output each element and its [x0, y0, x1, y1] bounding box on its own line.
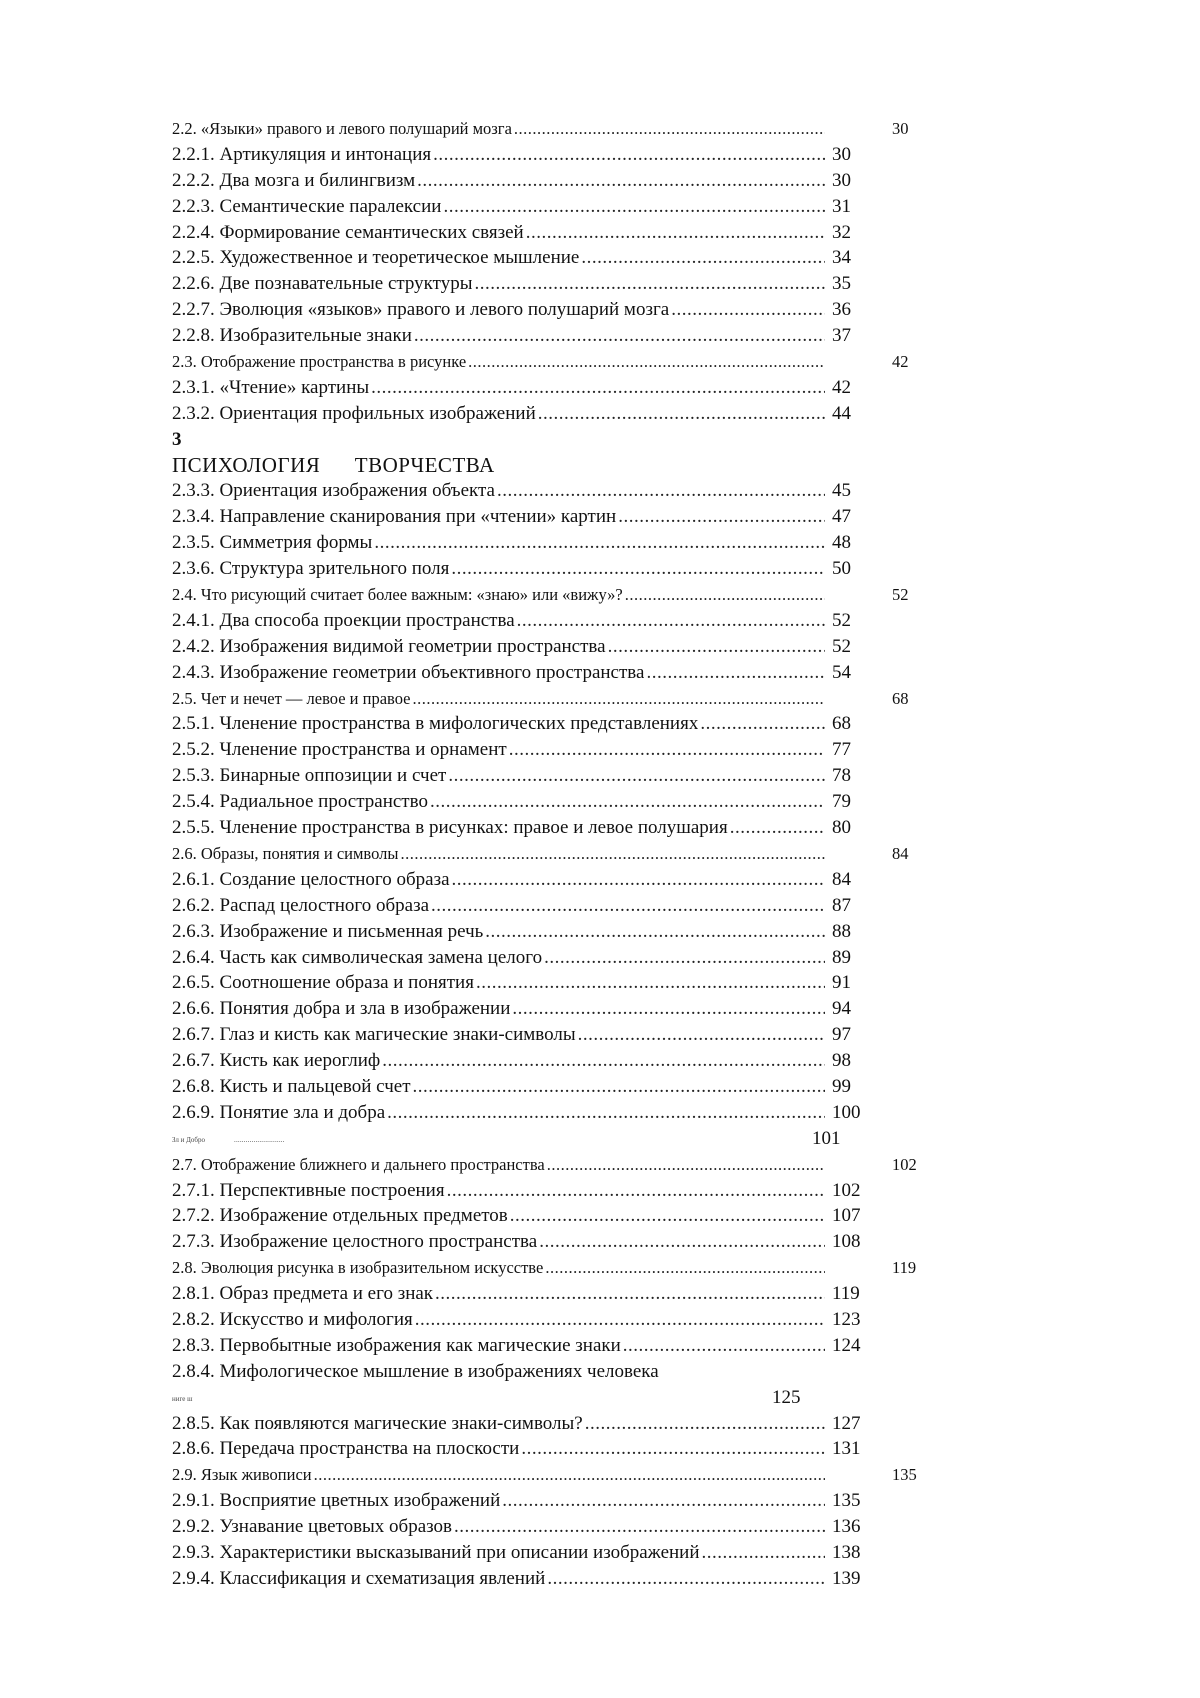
- toc-entry: [172, 867, 932, 893]
- toc-entry: [172, 945, 932, 971]
- toc-entry-page: 119: [892, 1255, 916, 1281]
- toc-entry-page: 30: [892, 116, 909, 142]
- toc-entry: [172, 1566, 932, 1592]
- dot-leader: [545, 1255, 825, 1281]
- toc-entry-title: 2.7.1. Перспективные построения: [172, 1178, 445, 1204]
- toc-entry-title: 2.6. Образы, понятия и символы: [172, 841, 398, 867]
- toc-entry-page: 98: [832, 1048, 851, 1074]
- toc-entry: [172, 1281, 932, 1307]
- toc-entry-page: 78: [832, 763, 851, 789]
- toc-entry: [172, 996, 932, 1022]
- toc-entry: [172, 686, 932, 712]
- toc-entry-title: 2.5.4. Радиальное пространство: [172, 789, 428, 815]
- toc-entry: [172, 323, 932, 349]
- toc-entry-page: 136: [832, 1514, 861, 1540]
- dot-leader: [517, 608, 825, 634]
- toc-entry-title: 2.2.7. Эволюция «языков» правого и левого полушарий мозга: [172, 297, 669, 323]
- toc-entry: [172, 1307, 932, 1333]
- dot-leader: [702, 1540, 825, 1566]
- toc-entry-title: 2.6.1. Создание целостного образа: [172, 867, 450, 893]
- toc-entry: [172, 1229, 932, 1255]
- toc-entry-page: 48: [832, 530, 851, 556]
- toc-entry: [172, 401, 932, 427]
- toc-entry-title: 2.9.3. Характеристики высказываний при описании изображений: [172, 1540, 700, 1566]
- toc-entry-title: 2.9.4. Классификация и схематизация явлений: [172, 1566, 545, 1592]
- toc-entry: [172, 1074, 932, 1100]
- toc-entry-page: 84: [892, 841, 909, 867]
- toc-entry: [172, 349, 932, 375]
- toc-entry-title: 2.8.1. Образ предмета и его знак: [172, 1281, 433, 1307]
- toc-entry-page: 89: [832, 945, 851, 971]
- toc-entry: [172, 1126, 932, 1152]
- toc-entry: [172, 1203, 932, 1229]
- toc-entry-title: 2.6.5. Соотношение образа и понятия: [172, 970, 474, 996]
- scan-fragment: Зл и Добро: [172, 1136, 205, 1144]
- toc-entry-title: 2.6.8. Кисть и пальцевой счет: [172, 1074, 411, 1100]
- toc-entry-title: 2.8.2. Искусство и мифология: [172, 1307, 413, 1333]
- dot-leader: [468, 349, 825, 375]
- toc-entry-page: 42: [832, 375, 851, 401]
- toc-entry-page: 108: [832, 1229, 861, 1255]
- toc-entry-title: 2.6.7. Кисть как иероглиф: [172, 1048, 380, 1074]
- toc-entry: [172, 453, 932, 479]
- toc-entry-page: 87: [832, 893, 851, 919]
- toc-entry-page: 30: [832, 142, 851, 168]
- toc-entry-title: 2.2.8. Изобразительные знаки: [172, 323, 412, 349]
- dot-leader: [578, 1022, 825, 1048]
- toc-entry-page: 37: [832, 323, 851, 349]
- toc-entry-page: 101: [812, 1126, 841, 1152]
- toc-entry: [172, 427, 932, 453]
- toc-entry: [172, 271, 932, 297]
- toc-entry-page: 52: [832, 608, 851, 634]
- toc-entry-title: 2.6.4. Часть как символическая замена целого: [172, 945, 542, 971]
- dot-leader: [452, 867, 825, 893]
- toc-entry-title: 2.3.5. Симметрия формы: [172, 530, 372, 556]
- toc-entry-title: 2.8.6. Передача пространства на плоскости: [172, 1436, 519, 1462]
- toc-entry: [172, 1462, 932, 1488]
- toc-entry-page: 84: [832, 867, 851, 893]
- toc-entry-title: 2.8.5. Как появляются магические знаки-символы?: [172, 1411, 583, 1437]
- scan-fragment: ниге ш: [172, 1395, 193, 1403]
- toc-entry-page: 138: [832, 1540, 861, 1566]
- toc-entry-title: 2.2.1. Артикуляция и интонация: [172, 142, 431, 168]
- dot-leader: [502, 1488, 825, 1514]
- toc-entry-page: 34: [832, 245, 851, 271]
- toc-entry-page: 54: [832, 660, 851, 686]
- toc-entry-page: 42: [892, 349, 909, 375]
- dot-leader: [538, 401, 825, 427]
- toc-entry: [172, 1048, 932, 1074]
- dot-leader: [400, 841, 825, 867]
- toc-entry-title: 2.8. Эволюция рисунка в изобразительном искусстве: [172, 1255, 543, 1281]
- dot-leader: [374, 530, 825, 556]
- toc-entry-page: 91: [832, 970, 851, 996]
- toc-entry: [172, 634, 932, 660]
- toc-entry-title: 2.5.3. Бинарные оппозиции и счет: [172, 763, 446, 789]
- toc-entry-title: 2.6.9. Понятие зла и добра: [172, 1100, 385, 1126]
- toc-entry-title: 2.4. Что рисующий считает более важным: «знаю» или «вижу»?: [172, 582, 623, 608]
- toc-entry-title: 2.7. Отображение ближнего и дальнего пространства: [172, 1152, 545, 1178]
- toc-entry-page: 125: [772, 1385, 801, 1411]
- dot-leader: [314, 1462, 825, 1488]
- toc-entry: [172, 1022, 932, 1048]
- dot-leader: [417, 168, 825, 194]
- dot-leader: [509, 737, 825, 763]
- toc-entry: [172, 504, 932, 530]
- toc-entry: [172, 1333, 932, 1359]
- toc-entry-page: 94: [832, 996, 851, 1022]
- dot-leader: [671, 297, 825, 323]
- toc-entry-page: 135: [892, 1462, 917, 1488]
- toc-entry-page: 35: [832, 271, 851, 297]
- toc-entry: [172, 1540, 932, 1566]
- toc-entry: [172, 789, 932, 815]
- toc-entry-title: 2.4.1. Два способа проекции пространства: [172, 608, 515, 634]
- toc-entry-title: 2.4.2. Изображения видимой геометрии пространства: [172, 634, 606, 660]
- toc-entry: [172, 530, 932, 556]
- toc-entry-page: 50: [832, 556, 851, 582]
- toc-entry-page: 47: [832, 504, 851, 530]
- toc-entry-title: 2.2.2. Два мозга и билингвизм: [172, 168, 415, 194]
- toc-entry: [172, 1411, 932, 1437]
- dot-leader: [547, 1566, 825, 1592]
- toc-entry-page: 124: [832, 1333, 861, 1359]
- dot-leader: [730, 815, 825, 841]
- toc-entry-page: 68: [892, 686, 909, 712]
- toc-entry-title: 2.8.3. Первобытные изображения как магические знаки: [172, 1333, 621, 1359]
- chapter-number: 3: [172, 429, 182, 450]
- dot-leader: [433, 142, 825, 168]
- toc-entry: [172, 297, 932, 323]
- toc-entry: [172, 1385, 932, 1411]
- toc-entry-page: 99: [832, 1074, 851, 1100]
- toc-entry-page: 131: [832, 1436, 861, 1462]
- dot-leader: [435, 1281, 825, 1307]
- toc-entry-title: 2.2.5. Художественное и теоретическое мышление: [172, 245, 579, 271]
- toc-entry-page: 135: [832, 1488, 861, 1514]
- toc-entry-title: 2.8.4. Мифологическое мышление в изображениях человека: [172, 1361, 659, 1382]
- toc-entry-page: 80: [832, 815, 851, 841]
- dot-leader: [382, 1048, 825, 1074]
- toc-entry-page: 127: [832, 1411, 861, 1437]
- toc-entry: [172, 220, 932, 246]
- dot-leader: [625, 582, 825, 608]
- toc-entry-title: 2.2.6. Две познавательные структуры: [172, 271, 472, 297]
- toc-entry-page: 79: [832, 789, 851, 815]
- toc-entry-title: 2.7.2. Изображение отдельных предметов: [172, 1203, 508, 1229]
- toc-entry: [172, 815, 932, 841]
- dot-leader: [512, 996, 825, 1022]
- dot-leader: [608, 634, 825, 660]
- toc-entry: [172, 919, 932, 945]
- dot-leader: [585, 1411, 825, 1437]
- dot-leader: [431, 893, 825, 919]
- toc-entry: [172, 841, 932, 867]
- toc-entry-page: 68: [832, 711, 851, 737]
- toc-entry-page: 88: [832, 919, 851, 945]
- toc-entry-page: 31: [832, 194, 851, 220]
- dot-leader: [544, 945, 825, 971]
- toc-entry: [172, 478, 932, 504]
- toc-entry-title: 2.3.4. Направление сканирования при «чтении» картин: [172, 504, 616, 530]
- dot-leader: [443, 194, 825, 220]
- dot-leader: [413, 1074, 825, 1100]
- toc-entry-title: 2.5.2. Членение пространства и орнамент: [172, 737, 507, 763]
- running-header: ПСИХОЛОГИЯ ТВОРЧЕСТВА: [172, 453, 495, 477]
- toc-entry-page: 44: [832, 401, 851, 427]
- dot-leader: [497, 478, 825, 504]
- dot-leader: [474, 271, 825, 297]
- toc-entry: [172, 1255, 932, 1281]
- toc-entry-title: 2.2. «Языки» правого и левого полушарий мозга: [172, 116, 512, 142]
- dot-leader: [700, 711, 825, 737]
- toc-entry-title: 2.5. Чет и нечет — левое и правое: [172, 686, 411, 712]
- toc-entry-page: 97: [832, 1022, 851, 1048]
- toc-entry: [172, 893, 932, 919]
- toc-entry-title: 2.9.2. Узнавание цветовых образов: [172, 1514, 452, 1540]
- toc-entry-title: 2.2.3. Семантические паралексии: [172, 194, 441, 220]
- dot-leader: [547, 1152, 825, 1178]
- dot-leader: [514, 116, 825, 142]
- toc-entry-title: 2.3.3. Ориентация изображения объекта: [172, 478, 495, 504]
- toc-entry-title: 2.3. Отображение пространства в рисунке: [172, 349, 466, 375]
- toc-entry-page: 77: [832, 737, 851, 763]
- toc-entry-page: 52: [832, 634, 851, 660]
- toc-entry-page: 119: [832, 1281, 860, 1307]
- dot-leader: [510, 1203, 825, 1229]
- toc-entry: [172, 375, 932, 401]
- toc-entry-title: 2.6.7. Глаз и кисть как магические знаки-символы: [172, 1022, 576, 1048]
- toc-entry-title: 2.5.1. Членение пространства в мифологических представлениях: [172, 711, 698, 737]
- toc-entry-page: 100: [832, 1100, 861, 1126]
- toc-entry-page: 30: [832, 168, 851, 194]
- toc-entry-page: 102: [832, 1178, 861, 1204]
- dot-leader: [521, 1436, 825, 1462]
- dot-leader: [371, 375, 825, 401]
- toc-entry: [172, 660, 932, 686]
- scan-fragment-dots: ..........................: [234, 1136, 285, 1144]
- toc-entry-page: 107: [832, 1203, 861, 1229]
- toc-entry: [172, 168, 932, 194]
- toc-entry: [172, 1488, 932, 1514]
- toc-entry: [172, 116, 932, 142]
- dot-leader: [581, 245, 825, 271]
- toc-entry: [172, 1178, 932, 1204]
- dot-leader: [526, 220, 825, 246]
- dot-leader: [415, 1307, 825, 1333]
- toc-entry-title: 2.3.1. «Чтение» картины: [172, 375, 369, 401]
- toc-entry: [172, 737, 932, 763]
- toc-entry: [172, 582, 932, 608]
- toc-entry: [172, 1514, 932, 1540]
- dot-leader: [485, 919, 825, 945]
- toc-entry-title: 2.6.3. Изображение и письменная речь: [172, 919, 483, 945]
- table-of-contents: [172, 116, 932, 1592]
- toc-entry: [172, 1359, 932, 1385]
- toc-entry: [172, 142, 932, 168]
- dot-leader: [451, 556, 825, 582]
- dot-leader: [414, 323, 825, 349]
- toc-entry: [172, 245, 932, 271]
- toc-entry: [172, 970, 932, 996]
- dot-leader: [448, 763, 825, 789]
- toc-entry-page: 52: [892, 582, 909, 608]
- dot-leader: [454, 1514, 825, 1540]
- toc-entry-page: 139: [832, 1566, 861, 1592]
- toc-entry-title: 2.6.2. Распад целостного образа: [172, 893, 429, 919]
- dot-leader: [618, 504, 825, 530]
- dot-leader: [476, 970, 825, 996]
- toc-entry-page: 102: [892, 1152, 917, 1178]
- dot-leader: [623, 1333, 825, 1359]
- toc-entry-title: 2.3.6. Структура зрительного поля: [172, 556, 449, 582]
- toc-entry-page: 45: [832, 478, 851, 504]
- toc-entry-title: 2.4.3. Изображение геометрии объективного пространства: [172, 660, 644, 686]
- toc-entry-page: 123: [832, 1307, 861, 1333]
- toc-entry: [172, 1100, 932, 1126]
- dot-leader: [430, 789, 825, 815]
- dot-leader: [646, 660, 825, 686]
- toc-entry: [172, 608, 932, 634]
- dot-leader: [387, 1100, 825, 1126]
- toc-entry: [172, 1436, 932, 1462]
- toc-entry-page: 36: [832, 297, 851, 323]
- toc-entry-title: 2.5.5. Членение пространства в рисунках: правое и левое полушария: [172, 815, 728, 841]
- toc-entry: [172, 711, 932, 737]
- toc-entry-title: 2.9. Язык живописи: [172, 1462, 312, 1488]
- toc-entry: [172, 194, 932, 220]
- toc-entry: [172, 763, 932, 789]
- toc-entry-title: 2.9.1. Восприятие цветных изображений: [172, 1488, 500, 1514]
- toc-entry: [172, 556, 932, 582]
- toc-entry-title: 2.3.2. Ориентация профильных изображений: [172, 401, 536, 427]
- dot-leader: [413, 686, 826, 712]
- dot-leader: [539, 1229, 825, 1255]
- toc-entry-title: 2.2.4. Формирование семантических связей: [172, 220, 524, 246]
- toc-entry-title: 2.7.3. Изображение целостного пространства: [172, 1229, 537, 1255]
- toc-entry-title: 2.6.6. Понятия добра и зла в изображении: [172, 996, 510, 1022]
- toc-entry-page: 32: [832, 220, 851, 246]
- dot-leader: [447, 1178, 825, 1204]
- toc-entry: [172, 1152, 932, 1178]
